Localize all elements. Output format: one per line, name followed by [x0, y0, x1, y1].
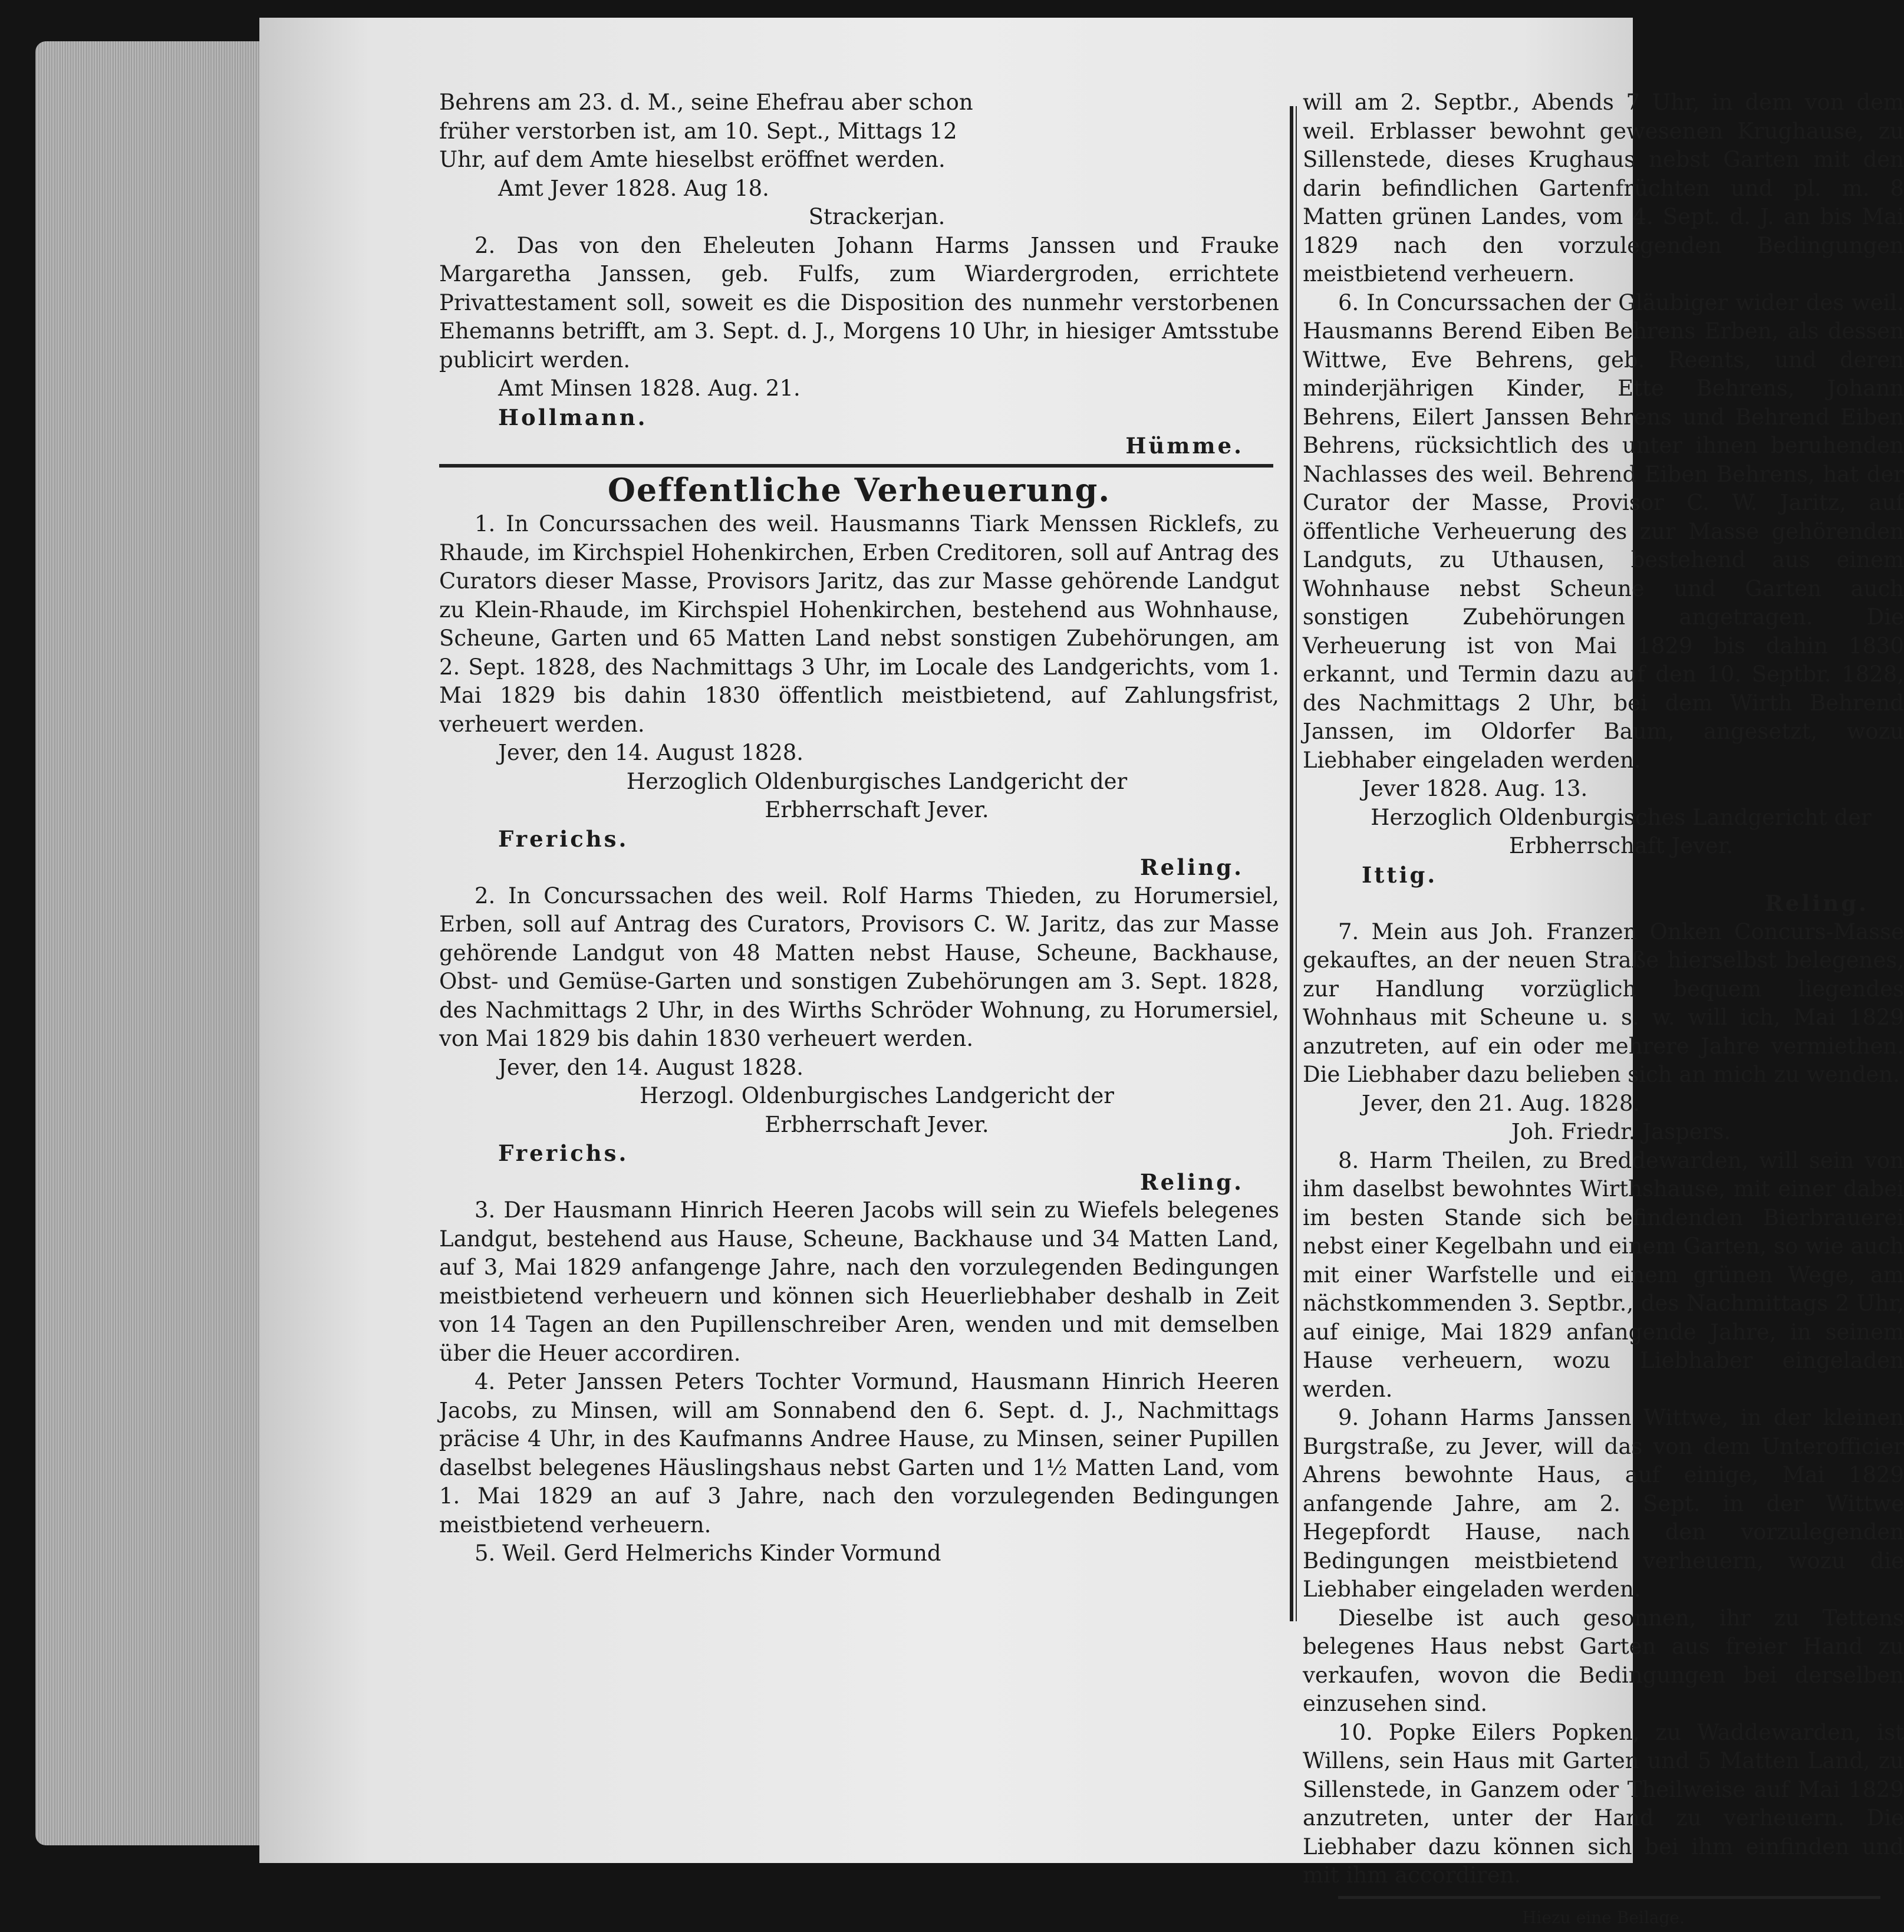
intro-line-2: früher verstorben ist, am 10. Sept., Mittags 12	[439, 117, 1279, 146]
right-column	[1303, 88, 1904, 1657]
intro-line-3: Uhr, auf dem Amte hieselbst eröffnet werden.	[439, 146, 1279, 175]
item-4: 4. Peter Janssen Peters Tochter Vormund, Hausmann Hinrich Heeren Jacobs, zu Minsen, will am Sonnabend den 6. Sept. d. J., Nachmittags präcise 4 Uhr, in des Kaufmanns Andree Hause, zu Minsen, seiner Pupillen daselbst belegenes Häuslingshaus nebst Garten und 1½ Matten Land, vom 1. Mai 1829 an auf 3 Jahre, nach den vorzulegenden Bedingungen meistbietend verheuern.	[439, 1368, 1279, 1539]
item-2-signer-1: Frerichs.	[439, 1139, 1279, 1168]
intro-place-date: Amt Jever 1828. Aug 18.	[439, 175, 1279, 203]
newspaper-page	[259, 18, 1633, 1863]
item-2-signer-2: Reling.	[439, 1168, 1279, 1197]
item-1-signer-2: Reling.	[439, 853, 1279, 882]
item-3: 3. Der Hausmann Hinrich Heeren Jacobs will sein zu Wiefels belegenes Landgut, bestehend aus Hause, Scheune, Backhause und 34 Matten Land, auf 3, Mai 1829 anfangenge Jahre, nach den vorzulegenden Bedingungen meistbietend verheuern und können sich Heuerliebhaber deshalb in Zeit von 14 Tagen an den Pupillenschreiber Aren, wenden und mit demselben über die Heuer accordiren.	[439, 1196, 1279, 1368]
item-6-court-line-1: Herzoglich Oldenburgisches Landgericht der	[1303, 804, 1904, 832]
item-6-signer-1: Ittig.	[1303, 861, 1904, 890]
section-rule	[439, 464, 1273, 468]
supplement-note: Hiezu eine Beilage.	[1303, 1904, 1904, 1932]
item-7: 7. Mein aus Joh. Franzen Onken Concurs-Masse gekauftes, an der neuen Straße hierselbst belegenes, zur Handlung vorzüglich bequem liegendes Wohnhaus mit Scheune u. s. w. will ich, Mai 1829 anzutreten, auf ein oder mehrere Jahre vermiethen. Die Liebhaber dazu belieben sich an mich zu wenden.	[1303, 918, 1904, 1090]
notice-2-signer-2: Hümme.	[439, 432, 1279, 460]
item-1-signer-1: Frerichs.	[439, 825, 1279, 854]
item-6: 6. In Concurssachen der Gläubiger wider des weil. Hausmanns Berend Eiben Behrens Erben, als dessen Wittwe, Eve Behrens, geb. Reents, und deren minderjährigen Kinder, Ette Behrens, Johann Behrens, Eilert Janssen Behrens und Behrend Eiben Behrens, rücksichtlich des unter ihnen beruhenden Nachlasses des weil. Behrend Eiben Behrens, hat der Curator der Masse, Provisor C. W. Jaritz, auf öffentliche Verheuerung des zur Masse gehörenden Landguts, zu Uthausen, bestehend aus einem Wohnhause nebst Scheune und Garten auch sonstigen Zubehörungen angetragen. Die Verheuerung ist von Mai 1829 bis dahin 1830 erkannt, und Termin dazu auf den 10. Septbr. 1828, des Nachmittags 2 Uhr, bei dem Wirth Behrend Janssen, im Oldorfer Baum, angesetzt, wozu Liebhaber eingeladen werden.	[1303, 289, 1904, 775]
item-2-court-line-1: Herzogl. Oldenburgisches Landgericht der	[439, 1082, 1279, 1111]
item-6-court-line-2: Erbherrschaft Jever.	[1303, 832, 1904, 861]
item-1-court-line-2: Erbherrschaft Jever.	[439, 796, 1279, 825]
item-9: 9. Johann Harms Janssen Wittwe, in der kleinen Burgstraße, zu Jever, will das von dem Unterofficier Ahrens bewohnte Haus, auf einige, Mai 1829 anfangende Jahre, am 2. Sept. in der Wittwe Hegepfordt Hause, nach den vorzulegenden Bedingungen meistbietend verheuern, wozu die Liebhaber eingeladen werden.	[1303, 1404, 1904, 1604]
item-2-court-line-2: Erbherrschaft Jever.	[439, 1111, 1279, 1140]
item-7-place-date: Jever, den 21. Aug. 1828.	[1303, 1090, 1904, 1118]
book-page-edges	[35, 41, 259, 1845]
item-1-court-line-1: Herzoglich Oldenburgisches Landgericht der	[439, 768, 1279, 797]
column-divider	[1290, 106, 1293, 1621]
closing-rule	[1338, 1896, 1880, 1899]
item-5-continued: will am 2. Septbr., Abends 7 Uhr, in dem von dem weil. Erblasser bewohnt gewesenen Krughause, zu Sillenstede, dieses Krughaus nebst Garten mit den darin befindlichen Gartenfrüchten und pl. m. 8 Matten grünen Landes, vom 4. Sept. d. J. an bis Mai 1829 nach den vorzulegenden Bedingungen meistbietend verheuern.	[1303, 88, 1904, 289]
section-heading: Oeffentliche Verheuerung.	[439, 476, 1279, 505]
notice-2-signer-1: Hollmann.	[439, 403, 1279, 432]
item-7-signer: Joh. Friedr. Jaspers.	[1303, 1118, 1904, 1147]
item-10: 10. Popke Eilers Popken, zu Waddewarden, ist Willens, sein Haus mit Garten und 5 Matten Land, zu Sillenstede, in Ganzem oder Theilweise auf Mai 1829 anzutreten, unter der Hand zu verheuern. Die Liebhaber dazu können sich bei ihm einfinden und mit ihm accordiren.	[1303, 1719, 1904, 1890]
intro-line-1: Behrens am 23. d. M., seine Ehefrau aber schon	[439, 88, 1279, 117]
column-divider-inner	[1296, 106, 1297, 1621]
notice-2: 2. Das von den Eheleuten Johann Harms Janssen und Frauke Margaretha Janssen, geb. Fulfs, zum Wiardergroden, errichtete Privattestament soll, soweit es die Disposition des nunmehr verstorbenen Ehemanns betrifft, am 3. Sept. d. J., Morgens 10 Uhr, in hiesiger Amtsstube publicirt werden.	[439, 232, 1279, 375]
item-1-place-date: Jever, den 14. August 1828.	[439, 739, 1279, 768]
item-1: 1. In Concurssachen des weil. Hausmanns Tiark Menssen Ricklefs, zu Rhaude, im Kirchspiel Hohenkirchen, Erben Creditoren, soll auf Antrag des Curators dieser Masse, Provisors Jaritz, das zur Masse gehörende Landgut zu Klein-Rhaude, im Kirchspiel Hohenkirchen, bestehend aus Wohnhause, Scheune, Garten und 65 Matten Land nebst sonstigen Zubehörungen, am 2. Sept. 1828, des Nachmittags 3 Uhr, im Locale des Landgerichts, vom 1. Mai 1829 bis dahin 1830 öffentlich meistbietend, auf Zahlungsfrist, verheuert werden.	[439, 510, 1279, 739]
item-2: 2. In Concurssachen des weil. Rolf Harms Thieden, zu Horumersiel, Erben, soll auf Antrag des Curators, Provisors C. W. Jaritz, das zur Masse gehörende Landgut von 48 Matten nebst Hause, Scheune, Backhause, Obst- und Gemüse-Garten und sonstigen Zubehörungen am 3. Sept. 1828, des Nachmittags 2 Uhr, in des Wirths Schröder Wohnung, zu Horumersiel, von Mai 1829 bis dahin 1830 verheuert werden.	[439, 882, 1279, 1054]
intro-signer: Strackerjan.	[439, 203, 1279, 232]
item-9-addendum: Dieselbe ist auch gesonnen, ihr zu Tettens belegenes Haus nebst Garten aus freier Hand zu verkaufen, wovon die Bedingungen bei derselben einzusehen sind.	[1303, 1604, 1904, 1719]
item-6-place-date: Jever 1828. Aug. 13.	[1303, 775, 1904, 804]
notice-2-place-date: Amt Minsen 1828. Aug. 21.	[439, 374, 1279, 403]
item-5-start: 5. Weil. Gerd Helmerichs Kinder Vormund	[439, 1539, 1279, 1568]
item-8: 8. Harm Theilen, zu Breddewarden, will sein von ihm daselbst bewohntes Wirthshause, mit einer dabei im besten Stande sich befindenden Bierbrauerei nebst einer Kegelbahn und einem Garten, so wie auch mit einer Warfstelle und einem grünen Wege, am nächstkommenden 3. Septbr., des Nachmittags 2 Uhr, auf einige, Mai 1829 anfangende Jahre, in seinem Hause verheuern, wozu Liebhaber eingeladen werden.	[1303, 1147, 1904, 1404]
item-2-place-date: Jever, den 14. August 1828.	[439, 1054, 1279, 1082]
left-column	[439, 88, 1279, 1786]
item-6-signer-2: Reling.	[1303, 889, 1904, 918]
